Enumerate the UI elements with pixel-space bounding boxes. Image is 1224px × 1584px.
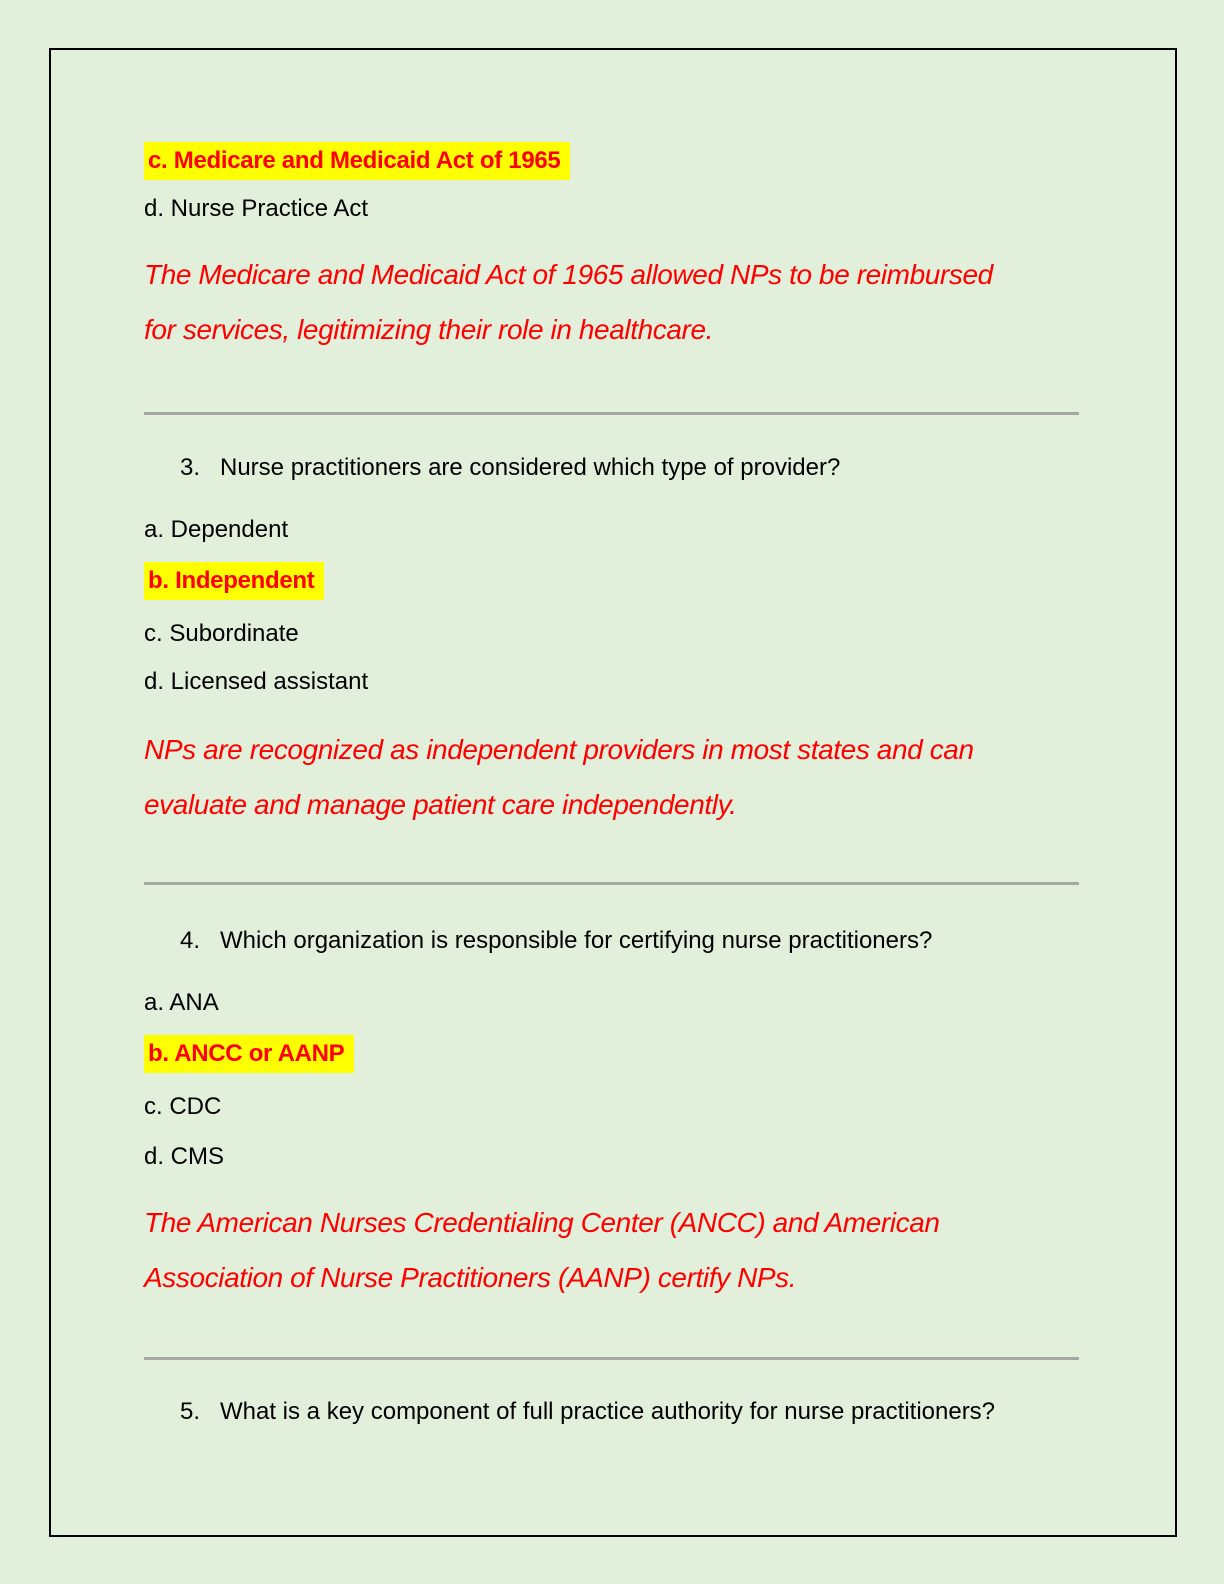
question-text: Nurse practitioners are considered which type of provider? (220, 454, 841, 481)
answer-option: a. ANA (144, 989, 219, 1016)
answer-option-highlighted (144, 142, 570, 180)
explanation-line: for services, legitimizing their role in healthcare. (144, 314, 714, 345)
question-number: 4. (180, 927, 201, 954)
question-text: Which organization is responsible for certifying nurse practitioners? (220, 927, 933, 954)
explanation-line: The Medicare and Medicaid Act of 1965 allowed NPs to be reimbursed (144, 259, 993, 290)
answer-option: c. CDC (144, 1093, 222, 1120)
explanation-line: Association of Nurse Practitioners (AANP) certify NPs. (144, 1262, 797, 1293)
answer-option: c. Subordinate (144, 620, 299, 647)
question-text: What is a key component of full practice authority for nurse practitioners? (220, 1398, 996, 1425)
section-divider (144, 412, 1079, 415)
answer-option-label: c. Medicare and Medicaid Act of 1965 (144, 142, 570, 180)
answer-option-highlighted (144, 562, 324, 600)
question-number: 3. (180, 454, 201, 481)
question-heading (180, 453, 840, 483)
answer-option-highlighted (144, 1035, 354, 1073)
section-divider (144, 882, 1079, 885)
explanation-line: The American Nurses Credentialing Center (ANCC) and American (144, 1207, 940, 1238)
question-heading (180, 1397, 995, 1427)
answer-option-label: b. Independent (144, 562, 324, 600)
answer-option: d. Licensed assistant (144, 668, 369, 695)
answer-option: a. Dependent (144, 516, 289, 543)
explanation-line: evaluate and manage patient care independently. (144, 789, 737, 820)
section-divider (144, 1357, 1079, 1360)
question-number: 5. (180, 1398, 201, 1425)
explanation-line: NPs are recognized as independent providers in most states and can (144, 734, 974, 765)
answer-option: d. Nurse Practice Act (144, 195, 369, 222)
answer-option: d. CMS (144, 1143, 225, 1170)
question-heading (180, 926, 932, 956)
answer-option-label: b. ANCC or AANP (144, 1035, 354, 1073)
